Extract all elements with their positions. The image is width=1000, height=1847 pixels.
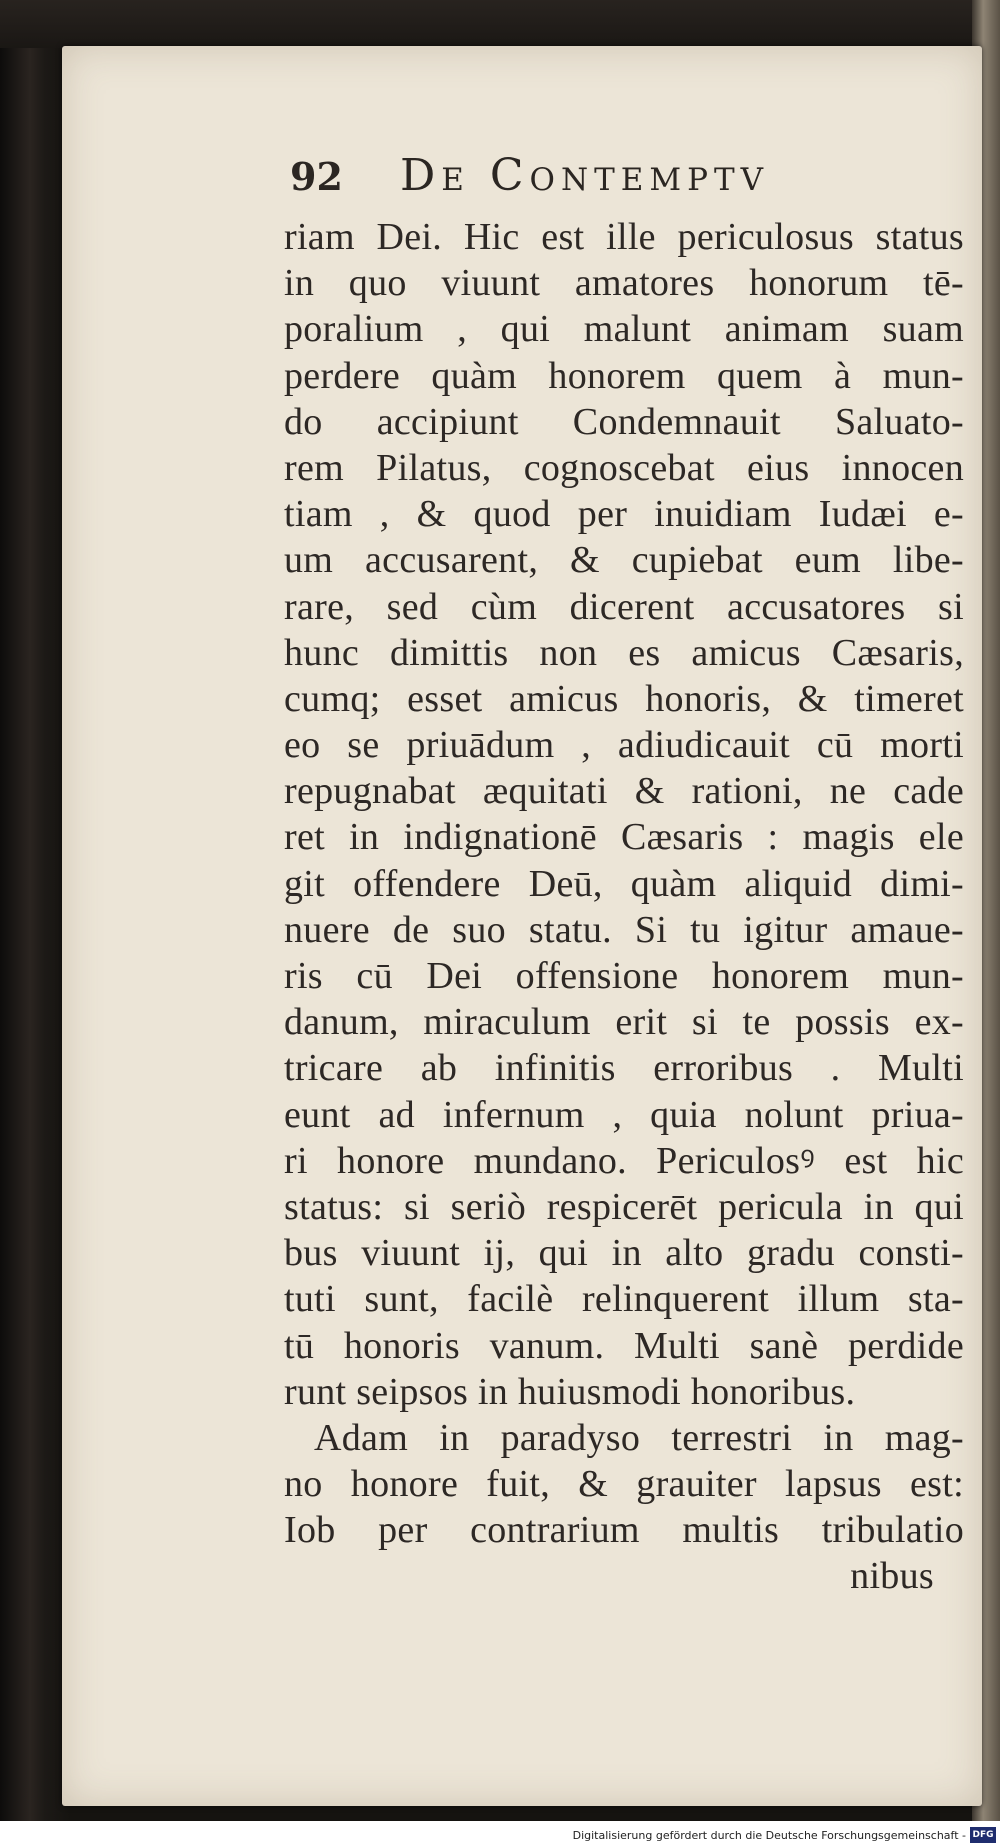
text-line: rare, sed cùm dicerent accusatores si xyxy=(284,585,964,628)
text-line: rem Pilatus, cognoscebat eius innocen xyxy=(284,446,964,489)
text-line: danum, miraculum erit si te possis ex- xyxy=(284,1001,964,1044)
text-line: tiam , & quod per inuidiam Iudæi e- xyxy=(284,493,964,536)
text-line: in quo viuunt amatores honorum tē- xyxy=(284,262,964,305)
running-title: De Contemptv xyxy=(400,150,770,201)
page-number: 92 xyxy=(290,154,343,199)
text-line: eo se priuādum , adiudicauit cū morti xyxy=(284,724,964,767)
text-line: nuere de suo statu. Si tu igitur amaue- xyxy=(284,908,964,951)
funding-credit: Digitalisierung gefördert durch die Deutsche Forschungsgemeinschaft - xyxy=(572,1829,966,1842)
text-line: um accusarent, & cupiebat eum libe- xyxy=(284,539,964,582)
text-line: repugnabat æquitati & rationi, ne cade xyxy=(284,770,964,813)
catchword: nibus xyxy=(850,1555,934,1598)
text-line: bus viuunt ij, qui in alto gradu consti- xyxy=(284,1232,964,1275)
text-line: Adam in paradyso terrestri in mag- xyxy=(314,1416,964,1459)
text-line: do accipiunt Condemnauit Saluato- xyxy=(284,400,964,443)
text-line: tū honoris vanum. Multi sanè perdide xyxy=(284,1324,964,1367)
text-line: Iob per contrarium multis tribulatio xyxy=(284,1509,964,1552)
dfg-logo-icon: DFG xyxy=(970,1827,996,1843)
digitization-footer xyxy=(0,1821,1000,1847)
text-line: cumq; esset amicus honoris, & timeret xyxy=(284,677,964,720)
text-line: eunt ad infernum , quia nolunt priua- xyxy=(284,1093,964,1136)
text-line: ri honore mundano. Periculosꝰ est hic xyxy=(284,1139,964,1182)
text-line: git offendere Deū, quàm aliquid dimi- xyxy=(284,862,964,905)
text-line: ret in indignationē Cæsaris : magis ele xyxy=(284,816,964,859)
text-line: runt seipsos in huiusmodi honoribus. xyxy=(284,1370,856,1413)
text-line: ris cū Dei offensione honorem mun- xyxy=(284,955,964,997)
text-line: perdere quàm honorem quem à mun- xyxy=(284,354,964,397)
scan-top-edge xyxy=(0,0,1000,48)
text-line: no honore fuit, & grauiter lapsus est: xyxy=(284,1463,964,1506)
text-line: poralium , qui malunt animam suam xyxy=(284,308,964,351)
body-text xyxy=(284,214,964,1600)
text-line: tuti sunt, facilè relinquerent illum sta- xyxy=(284,1278,964,1321)
page-header xyxy=(290,150,850,210)
text-line: riam Dei. Hic est ille periculosus status xyxy=(284,216,964,258)
text-line: hunc dimittis non es amicus Cæsaris, xyxy=(284,631,964,674)
text-line: tricare ab infinitis erroribus . Multi xyxy=(284,1047,964,1090)
text-line: status: si seriò respicerēt pericula in qui xyxy=(284,1185,964,1228)
